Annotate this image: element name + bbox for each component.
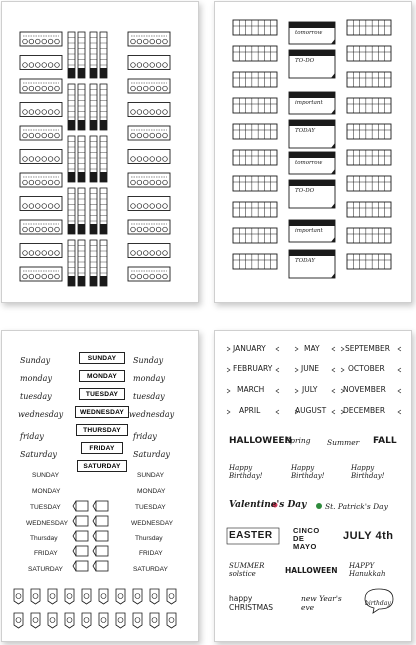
habit-tracker-box [128,220,170,234]
month-flourish-left [341,368,344,372]
script-tuesday: tuesday [20,392,52,401]
script-monday: monday [20,374,52,383]
label-st-patricks-day: St. Patrick's Day [325,502,388,511]
month-flourish-left [227,347,230,351]
plain-wednesday: WEDNESDAY [26,520,69,527]
month-january: JANUARY [233,344,266,353]
month-flourish-right [398,410,401,414]
habit-tracker-box [128,150,170,164]
habit-tracker-box [128,103,170,117]
boxed-tuesday: TUESDAY [79,388,125,400]
script-wednesday: wednesday [18,410,64,419]
habit-tracker-box [20,103,62,117]
week-row-box [233,124,277,139]
sticker-sheet-habit-trackers [1,1,199,303]
month-flourish-left [295,368,298,372]
note-card-header [289,152,335,158]
vertical-tracker-tab [78,172,85,182]
month-october: OCTOBER [348,364,385,373]
week-row-box [347,72,391,87]
vertical-tracker-tab [90,120,97,130]
number-banner [167,589,176,604]
script-friday: friday [20,432,44,441]
vertical-tracker-tab [68,276,75,286]
vertical-tracker-tab [68,120,75,130]
number-banner [150,613,159,628]
boxed-sunday: SUNDAY [79,352,125,364]
number-banner [31,613,40,628]
note-card-label-todo: TO-DO [295,58,315,64]
label-happy-birthday-1: Happy Birthday! [229,464,263,480]
week-row-box [347,124,391,139]
habit-tracker-box [20,244,62,258]
label-july-4th: JULY 4th [343,530,394,542]
month-may: MAY [304,344,320,353]
plain-wednesday-2: WEDNESDAY [131,520,174,527]
month-december: DECEMBER [343,406,386,415]
month-november: NOVEMBER [343,385,386,394]
script-sunday-2: Sunday [133,356,164,365]
label-happy-hanukkah: HAPPY Hanukkah [349,562,386,578]
plain-friday-2: FRIDAY [139,550,163,557]
habit-tracker-box [20,32,62,46]
script-tuesday-2: tuesday [133,392,165,401]
number-banner [167,613,176,628]
number-banner [150,589,159,604]
boxed-friday: FRIDAY [81,442,123,454]
script-saturday: Saturday [20,450,57,459]
month-flourish-right [276,347,279,351]
habit-tracker-box [128,32,170,46]
vertical-tracker-tab [90,172,97,182]
number-tag-point [93,516,96,526]
week-row-box [233,202,277,217]
vertical-tracker-tab [68,224,75,234]
number-banner [116,613,125,628]
vertical-tracker-tab [100,68,107,78]
number-tag-point [93,531,96,541]
note-card-label-today: TODAY [295,258,315,264]
number-tag-point [73,516,76,526]
habit-tracker-box [128,126,170,140]
number-tag-point [73,501,76,511]
number-banner [14,613,23,628]
number-banner [65,589,74,604]
week-row-box [233,98,277,113]
month-flourish-right [398,389,401,393]
number-banner [133,589,142,604]
note-card-label-today: TODAY [295,128,315,134]
script-wednesday-2: wednesday [129,410,175,419]
note-card-header [289,22,335,28]
week-row-box [233,20,277,35]
week-row-box [347,20,391,35]
plain-thursday: Thursday [30,535,58,542]
habit-tracker-box [20,197,62,211]
number-tag-point [93,561,96,571]
number-tag [96,546,108,556]
plain-sunday-2: SUNDAY [137,472,164,479]
month-flourish-left [227,389,230,393]
week-row-box [233,150,277,165]
plain-sunday: SUNDAY [32,472,59,479]
week-row-box [233,254,277,269]
boxed-wednesday: WEDNESDAY [75,406,129,418]
week-row-box [347,176,391,191]
plain-saturday-2: SATURDAY [133,566,168,573]
label-summer-solstice: SUMMER solstice [229,562,265,578]
month-flourish-left [227,410,230,414]
week-row-box [233,46,277,61]
week-row-box [347,254,391,269]
note-card-label-important: important [295,228,323,234]
label-happy-birthday-2: Happy Birthday! [291,464,325,480]
plain-tuesday-2: TUESDAY [135,504,166,511]
plain-tuesday: TUESDAY [30,504,61,511]
week-row-box [233,176,277,191]
month-flourish-right [332,389,335,393]
label-happy-birthday-3: Happy Birthday! [351,464,385,480]
number-tag-point [73,546,76,556]
vertical-tracker-tab [100,276,107,286]
vertical-tracker-tab [78,120,85,130]
number-banner [116,589,125,604]
vertical-tracker-tab [78,224,85,234]
month-flourish-right [332,347,335,351]
script-friday-2: friday [133,432,157,441]
plain-monday: MONDAY [32,488,61,495]
number-banner [82,589,91,604]
plain-friday: FRIDAY [34,550,58,557]
sticker-sheet-weekdays [1,330,199,642]
note-card-header [289,180,335,186]
month-flourish-right [276,410,279,414]
note-card-label-important: important [295,100,323,106]
note-card-header [289,50,335,56]
vertical-tracker-tab [78,276,85,286]
month-july: JULY [302,385,318,394]
month-august: AUGUST [295,406,327,415]
month-flourish-left [341,347,344,351]
label-happy-christmas: happy CHRISTMAS [229,594,274,612]
script-monday-2: monday [133,374,165,383]
vertical-tracker-tab [90,68,97,78]
vertical-tracker-tab [100,120,107,130]
number-tag [76,546,88,556]
number-tag [96,531,108,541]
script-sunday: Sunday [20,356,51,365]
habit-tracker-box [20,79,62,93]
vertical-tracker-tab [68,172,75,182]
month-flourish-right [276,368,279,372]
note-card-label-tomorrow: tomorrow [295,30,323,36]
clover-icon [316,503,322,509]
week-row-box [347,150,391,165]
sticker-sheet-months-holidays [214,330,412,642]
habit-tracker-box [128,267,170,281]
label-halloween: HALLOWEEN [285,566,338,575]
number-tag [76,531,88,541]
week-row-box [347,202,391,217]
month-march: MARCH [237,385,265,394]
label-easter: EASTER [229,530,273,541]
note-card-header [289,220,335,226]
habit-tracker-box [20,267,62,281]
month-april: APRIL [239,406,261,415]
plain-thursday-2: Thursday [135,535,163,542]
week-row-box [347,98,391,113]
number-tag [96,516,108,526]
habit-tracker-box [128,173,170,187]
month-flourish-right [332,368,335,372]
label-birthday-bubble: birthday [365,600,391,607]
month-september: SEPTEMBER [345,344,390,353]
note-card-label-tomorrow: tomorrow [295,160,323,166]
sticker-sheet-weekly-planner [214,1,412,303]
note-card-header [289,250,335,256]
boxed-saturday: SATURDAY [77,460,127,472]
number-tag [76,516,88,526]
habit-tracker-box [20,173,62,187]
vertical-tracker-tab [90,276,97,286]
vertical-tracker-tab [78,68,85,78]
week-row-box [233,72,277,87]
month-flourish-right [276,389,279,393]
number-banner [133,613,142,628]
vertical-tracker-tab [68,68,75,78]
note-card-header [289,92,335,98]
month-flourish-right [398,347,401,351]
number-banner [65,613,74,628]
label-summer: Summer [327,438,360,447]
week-row-box [347,228,391,243]
vertical-tracker-tab [90,224,97,234]
month-flourish-left [227,368,230,372]
week-row-box [233,228,277,243]
number-tag-point [93,546,96,556]
vertical-tracker-tab [100,172,107,182]
number-banner [48,613,57,628]
boxed-monday: MONDAY [79,370,125,382]
number-banner [82,613,91,628]
note-card-header [289,120,335,126]
weekly-planner-artwork [215,2,411,302]
number-banner [48,589,57,604]
habit-tracker-box [128,244,170,258]
number-tag-point [73,561,76,571]
number-banner [31,589,40,604]
habit-tracker-box [20,126,62,140]
habit-tracker-box [20,220,62,234]
label-halloween-top: HALLOWEEN [229,436,293,446]
label-new-years-eve: new Year's eve [301,594,342,612]
habit-tracker-box [128,56,170,70]
label-valentines-day: Valentine's Day [229,500,307,510]
number-tag [96,501,108,511]
plain-monday-2: MONDAY [137,488,166,495]
month-february: FEBRUARY [233,364,273,373]
habit-tracker-artwork [2,2,198,302]
number-tag-point [73,531,76,541]
label-cinco-de-mayo: CINCO DE MAYO [293,526,320,551]
week-row-box [347,46,391,61]
habit-tracker-box [20,56,62,70]
plain-saturday: SATURDAY [28,566,63,573]
month-flourish-left [295,347,298,351]
script-saturday-2: Saturday [133,450,170,459]
number-tag [96,561,108,571]
habit-tracker-box [128,79,170,93]
number-banner [99,589,108,604]
vertical-tracker-tab [100,224,107,234]
habit-tracker-box [20,150,62,164]
label-spring: Spring [285,436,311,445]
month-flourish-left [295,389,298,393]
month-flourish-right [332,410,335,414]
number-tag [76,501,88,511]
number-banner [99,613,108,628]
number-tag [76,561,88,571]
number-banner [14,589,23,604]
boxed-thursday: THURSDAY [76,424,128,436]
note-card-label-todo: TO-DO [295,188,315,194]
month-june: JUNE [301,364,320,373]
month-flourish-right [398,368,401,372]
number-tag-point [93,501,96,511]
habit-tracker-box [128,197,170,211]
label-fall: FALL [373,436,397,446]
